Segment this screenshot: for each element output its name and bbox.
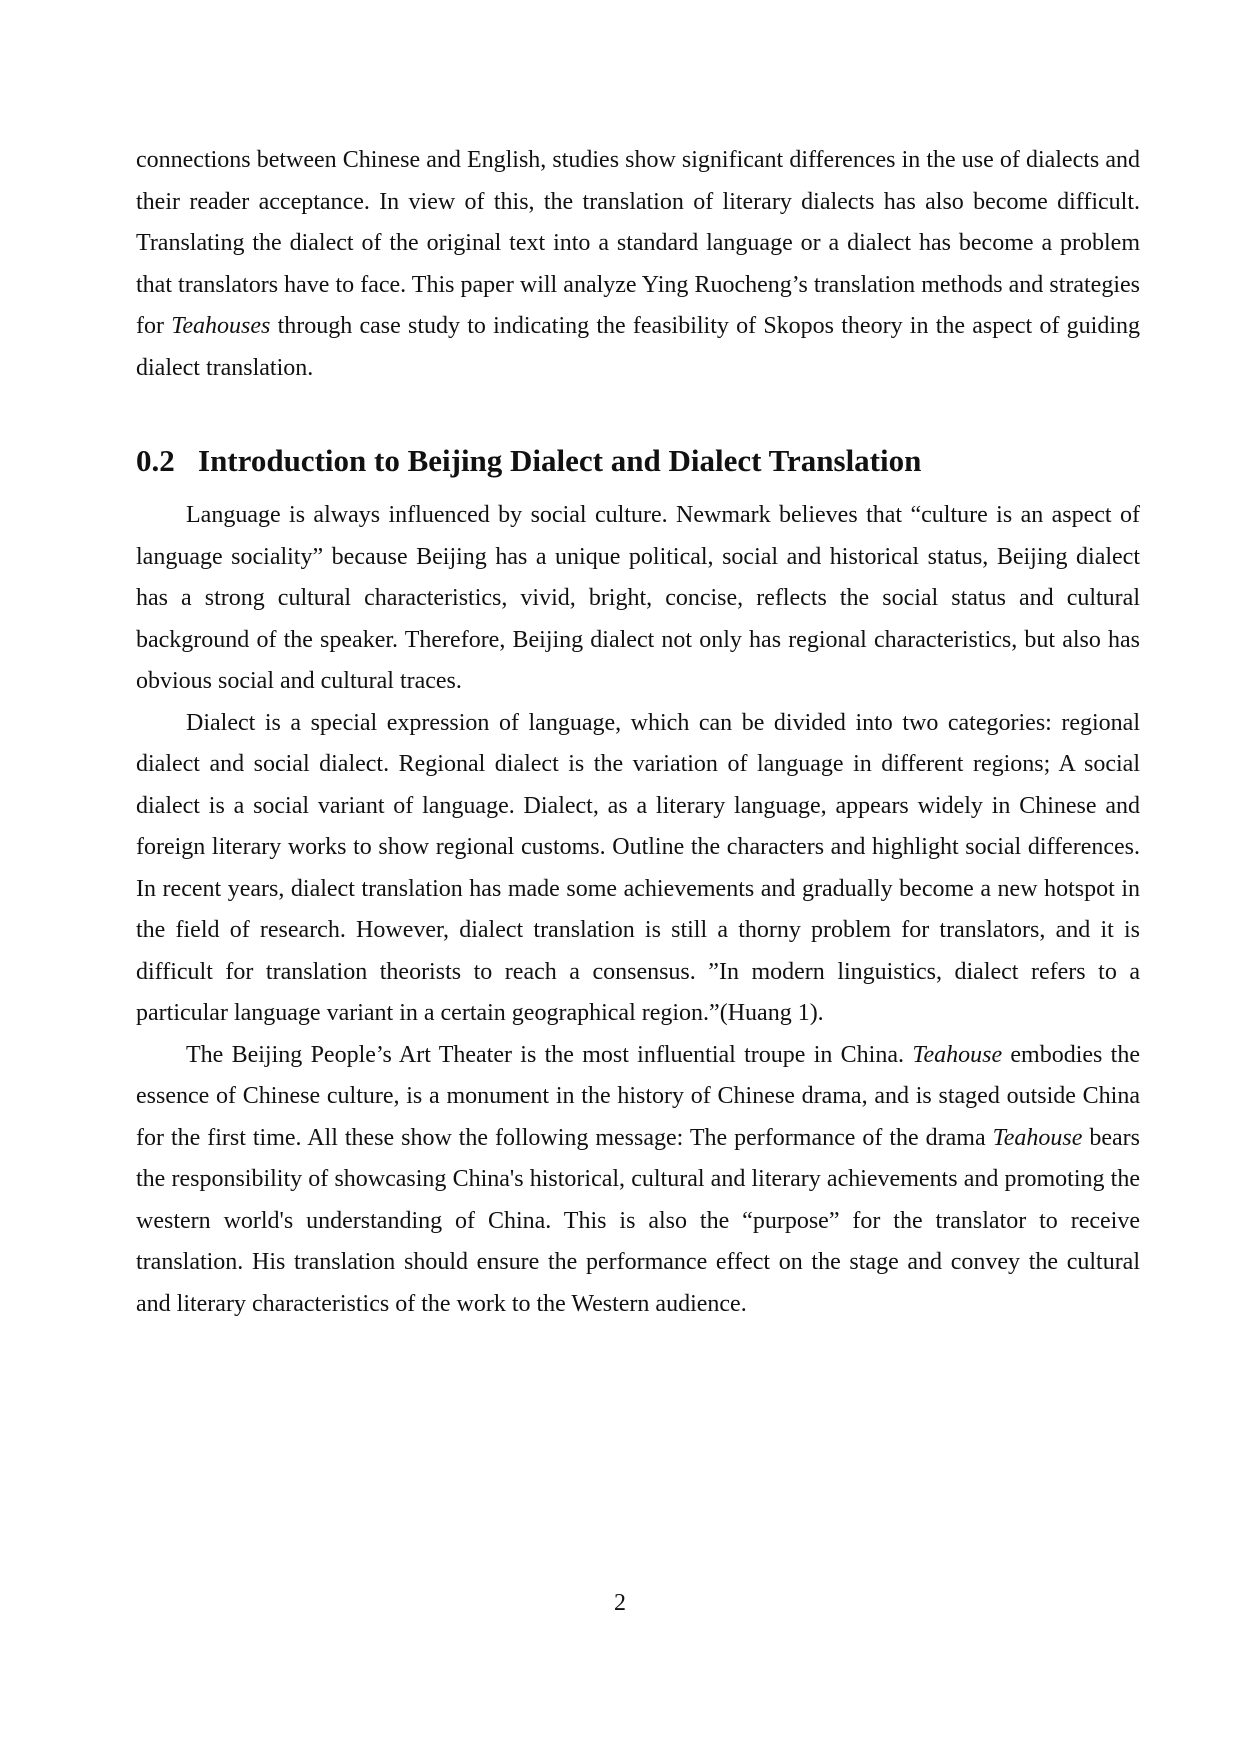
page-number: 2: [614, 1590, 626, 1616]
page-body: [136, 140, 1140, 1325]
italic-title-teahouse: Teahouse: [992, 1124, 1083, 1151]
paragraph-text: embodies the essence of Chinese culture, is a monument in the history of Chinese drama, and is staged outside China for the first time. All these show the following message: The performance of the drama: [136, 1041, 1140, 1151]
paragraph-text: bears the responsibility of showcasing China's historical, cultural and literary achievements and promoting the western world's understanding of China. This is also the “purpose” for the translator to receive translation. His translation should ensure the performance effect on the stage and convey the cultural and literary characteristics of the work to the Western audience.: [136, 1124, 1141, 1317]
paragraph-text: The Beijing People’s Art Theater is the most influential troupe in China.: [186, 1041, 913, 1068]
section-number: 0.2: [136, 443, 175, 478]
paragraph-beijing-dialect-culture: Language is always influenced by social culture. Newmark believes that “culture is an aspect of language sociality” because Beijing has a unique political, social and historical status, Beijing dialect has a strong cultural characteristics, vivid, bright, concise, reflects the social status and cultural background of the speaker. Therefore, Beijing dialect not only has regional characteristics, but also has obvious social and cultural traces.: [136, 502, 1140, 694]
section-title: Introduction to Beijing Dialect and Dialect Translation: [198, 443, 922, 478]
italic-title-teahouses: Teahouses: [171, 313, 271, 339]
paragraph-text: connections between Chinese and English, studies show significant differences in the use of dialects and their reader acceptance. In view of this, the translation of literary dialects has also become difficult. Translating the dialect of the original text into a standard language or a dialect has become a problem that translators have to face. This paper will analyze Ying Ruocheng’s translation methods and strategies for: [136, 147, 1140, 339]
paragraph-dialect-categories: Dialect is a special expression of language, which can be divided into two categories: regional dialect and social dialect. Regional dialect is the variation of language in different regions; A social dialect is a social variant of language. Dialect, as a literary language, appears widely in Chinese and foreign literary works to show regional customs. Outline the characters and highlight social differences. In recent years, dialect translation has made some achievements and gradually become a new hotspot in the field of research. However, dialect translation is still a thorny problem for translators, and it is difficult for translation theorists to reach a consensus. ”In modern linguistics, dialect refers to a particular language variant in a certain geographical region.”(Huang 1).: [136, 709, 1140, 1026]
paragraph-text: through case study to indicating the feasibility of Skopos theory in the aspect of guiding dialect translation.: [136, 313, 1140, 381]
section-heading: [136, 441, 1140, 481]
paragraph-art-theater: [136, 1035, 1140, 1326]
intro-paragraph-continued: [136, 140, 1140, 389]
italic-title-teahouse: Teahouse: [912, 1041, 1003, 1068]
